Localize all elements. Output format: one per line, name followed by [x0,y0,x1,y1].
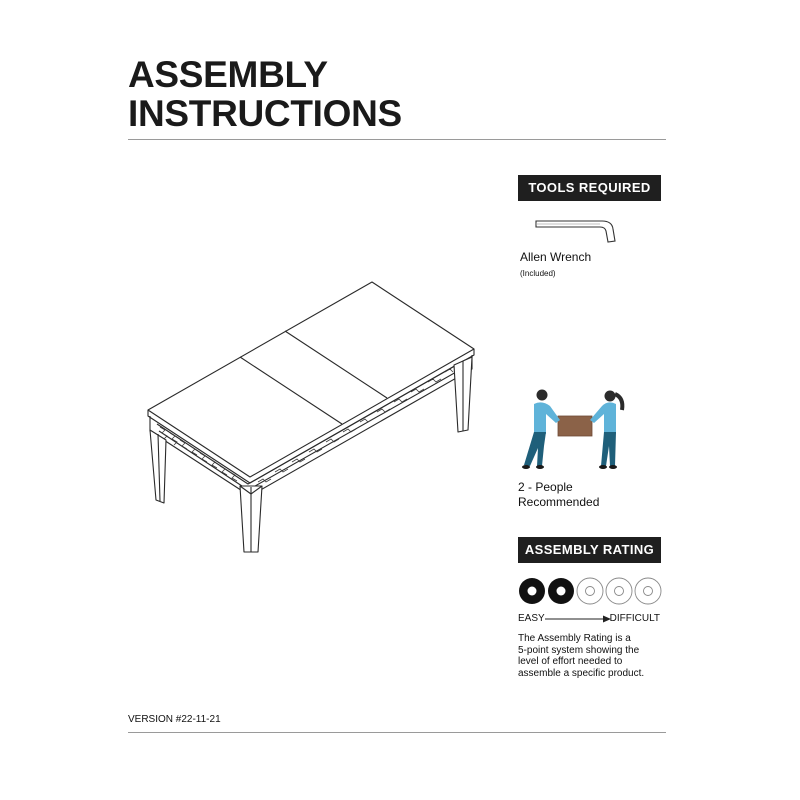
assembly-rating-heading: ASSEMBLY RATING [518,537,661,563]
difficulty-scale [518,613,660,625]
people-recommendation [518,480,599,510]
assembly-rating-dots [518,576,662,606]
bottom-divider [128,732,666,733]
difficult-label: DIFFICULT [609,613,660,624]
rating-description-line: The Assembly Rating is a [518,633,631,644]
version-number: VERSION #22-11-21 [128,714,221,725]
rating-dot-filled [519,578,545,604]
rating-dot-empty [606,578,632,604]
title-line-2: INSTRUCTIONS [128,93,402,134]
allen-wrench-icon [534,217,616,245]
rating-dot-filled [548,578,574,604]
people-label: Recommended [518,495,600,509]
arrow-right-icon [545,614,611,624]
tools-required-heading: TOOLS REQUIRED [518,175,661,201]
rating-description [518,633,668,679]
rating-description-line: 5-point system showing the [518,644,640,656]
page-title [128,55,402,133]
tool-name: Allen Wrench [520,250,592,264]
people-count: 2 - People [518,480,573,494]
title-line-1: ASSEMBLY [128,54,328,95]
two-people-carrying-box-icon [516,386,630,472]
rating-dot-empty [577,578,603,604]
top-divider [128,139,666,140]
rating-dot-empty [635,578,661,604]
rating-description-line: level of effort needed to [518,656,623,667]
rating-description-line: assemble a specific product. [518,667,645,679]
dining-table-illustration [140,275,480,565]
tool-note: (Included) [520,269,556,278]
easy-label: EASY [518,613,545,624]
